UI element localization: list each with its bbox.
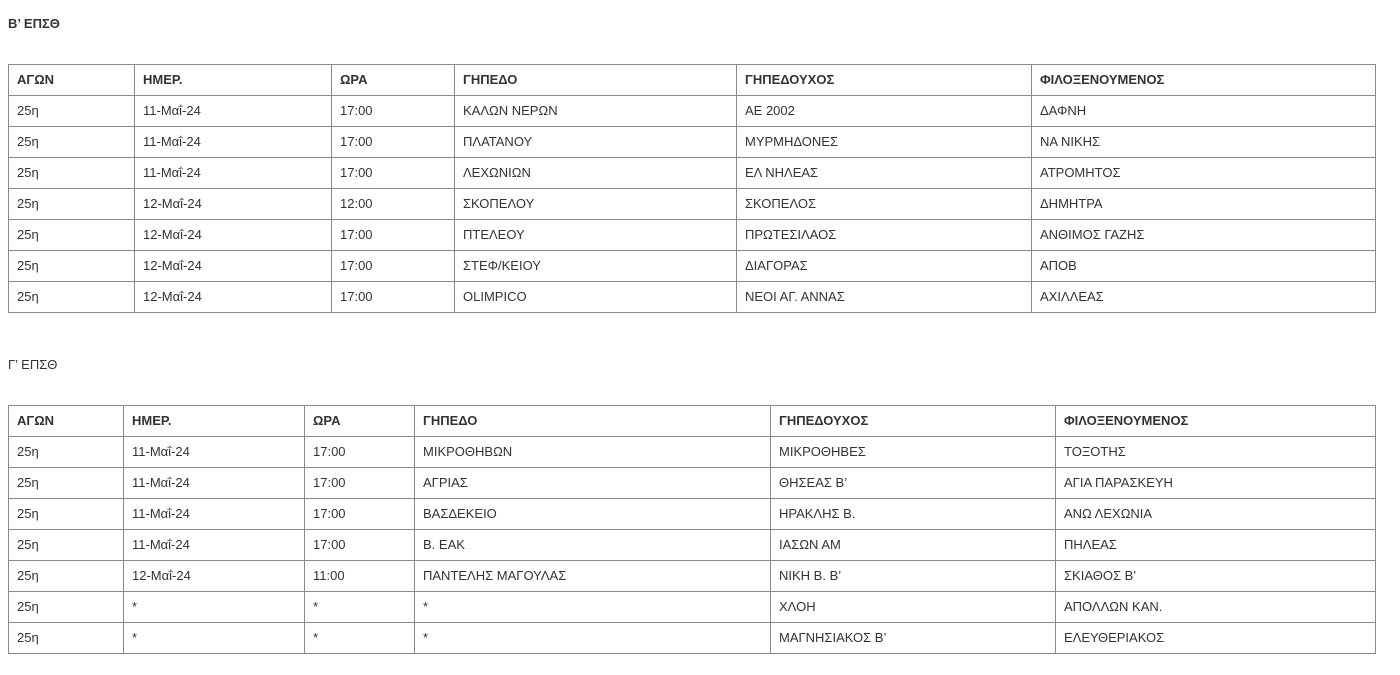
cell-away-team: ΑΠΟΒ <box>1032 251 1376 282</box>
cell-stadium: ΣΚΟΠΕΛΟΥ <box>455 189 737 220</box>
cell-stadium: * <box>415 623 771 654</box>
cell-round: 25η <box>9 468 124 499</box>
cell-stadium: ΒΑΣΔΕΚΕΙΟ <box>415 499 771 530</box>
table-row <box>9 437 1376 468</box>
cell-home-team: ΗΡΑΚΛΗΣ Β. <box>771 499 1056 530</box>
cell-stadium: Β. ΕΑΚ <box>415 530 771 561</box>
cell-time: 17:00 <box>332 96 455 127</box>
cell-round: 25η <box>9 623 124 654</box>
cell-home-team: ΝΙΚΗ Β. Β’ <box>771 561 1056 592</box>
cell-date: 11-Μαΐ-24 <box>124 530 305 561</box>
column-header-date: ΗΜΕΡ. <box>135 65 332 96</box>
cell-date: 12-Μαΐ-24 <box>135 251 332 282</box>
cell-home-team: ΧΛΟΗ <box>771 592 1056 623</box>
cell-stadium: ΠΤΕΛΕΟΥ <box>455 220 737 251</box>
column-header-round: ΑΓΩΝ <box>9 65 135 96</box>
column-header-home-team: ΓΗΠΕΔΟΥΧΟΣ <box>771 406 1056 437</box>
table-row <box>9 592 1376 623</box>
cell-home-team: ΔΙΑΓΟΡΑΣ <box>737 251 1032 282</box>
table-row <box>9 282 1376 313</box>
cell-away-team: ΑΧΙΛΛΕΑΣ <box>1032 282 1376 313</box>
cell-time: 17:00 <box>305 437 415 468</box>
table-row <box>9 561 1376 592</box>
table-row <box>9 220 1376 251</box>
cell-away-team: ΔΗΜΗΤΡΑ <box>1032 189 1376 220</box>
cell-date: 11-Μαΐ-24 <box>124 468 305 499</box>
cell-stadium: ΜΙΚΡΟΘΗΒΩΝ <box>415 437 771 468</box>
cell-stadium: ΣΤΕΦ/ΚΕΙΟΥ <box>455 251 737 282</box>
cell-date: 12-Μαΐ-24 <box>124 561 305 592</box>
cell-time: 12:00 <box>332 189 455 220</box>
cell-time: * <box>305 623 415 654</box>
cell-away-team: ΔΑΦΝΗ <box>1032 96 1376 127</box>
cell-home-team: ΑΕ 2002 <box>737 96 1032 127</box>
table-row <box>9 499 1376 530</box>
cell-stadium: ΠΛΑΤΑΝΟΥ <box>455 127 737 158</box>
cell-round: 25η <box>9 127 135 158</box>
cell-stadium: ΠΑΝΤΕΛΗΣ ΜΑΓΟΥΛΑΣ <box>415 561 771 592</box>
cell-round: 25η <box>9 530 124 561</box>
cell-round: 25η <box>9 96 135 127</box>
table-header-row <box>9 65 1376 96</box>
cell-home-team: ΜΙΚΡΟΘΗΒΕΣ <box>771 437 1056 468</box>
cell-time: 17:00 <box>305 468 415 499</box>
cell-date: 12-Μαΐ-24 <box>135 282 332 313</box>
cell-round: 25η <box>9 561 124 592</box>
table-row <box>9 468 1376 499</box>
column-header-away-team: ΦΙΛΟΞΕΝΟΥΜΕΝΟΣ <box>1032 65 1376 96</box>
cell-away-team: ΝΑ ΝΙΚΗΣ <box>1032 127 1376 158</box>
fixtures-table-g-epsth <box>8 405 1376 654</box>
column-header-date: ΗΜΕΡ. <box>124 406 305 437</box>
cell-round: 25η <box>9 592 124 623</box>
cell-date: 11-Μαΐ-24 <box>135 158 332 189</box>
cell-stadium: ΚΑΛΩΝ ΝΕΡΩΝ <box>455 96 737 127</box>
column-header-stadium: ΓΗΠΕΔΟ <box>455 65 737 96</box>
table-row <box>9 623 1376 654</box>
cell-home-team: ΙΑΣΩΝ ΑΜ <box>771 530 1056 561</box>
cell-date: 11-Μαΐ-24 <box>124 499 305 530</box>
table-header-row <box>9 406 1376 437</box>
table-row <box>9 530 1376 561</box>
cell-round: 25η <box>9 189 135 220</box>
cell-date: 11-Μαΐ-24 <box>124 437 305 468</box>
cell-away-team: ΣΚΙΑΘΟΣ Β’ <box>1056 561 1376 592</box>
cell-home-team: ΜΥΡΜΗΔΟΝΕΣ <box>737 127 1032 158</box>
cell-away-team: ΑΓΙΑ ΠΑΡΑΣΚΕΥΗ <box>1056 468 1376 499</box>
cell-away-team: ΑΠΟΛΛΩΝ ΚΑΝ. <box>1056 592 1376 623</box>
cell-home-team: ΣΚΟΠΕΛΟΣ <box>737 189 1032 220</box>
cell-time: 17:00 <box>332 220 455 251</box>
cell-time: 17:00 <box>332 158 455 189</box>
table-row <box>9 96 1376 127</box>
column-header-stadium: ΓΗΠΕΔΟ <box>415 406 771 437</box>
table-row <box>9 251 1376 282</box>
cell-round: 25η <box>9 499 124 530</box>
cell-stadium: ΛΕΧΩΝΙΩΝ <box>455 158 737 189</box>
fixtures-table-b-epsth <box>8 64 1376 313</box>
cell-round: 25η <box>9 251 135 282</box>
cell-home-team: ΝΕΟΙ ΑΓ. ΑΝΝΑΣ <box>737 282 1032 313</box>
cell-round: 25η <box>9 282 135 313</box>
cell-time: * <box>305 592 415 623</box>
cell-home-team: ΘΗΣΕΑΣ Β’ <box>771 468 1056 499</box>
cell-date: 11-Μαΐ-24 <box>135 127 332 158</box>
cell-away-team: ΤΟΞΟΤΗΣ <box>1056 437 1376 468</box>
cell-home-team: ΜΑΓΝΗΣΙΑΚΟΣ Β’ <box>771 623 1056 654</box>
cell-round: 25η <box>9 437 124 468</box>
cell-away-team: ΑΝΘΙΜΟΣ ΓΑΖΗΣ <box>1032 220 1376 251</box>
cell-away-team: ΠΗΛΕΑΣ <box>1056 530 1376 561</box>
cell-time: 17:00 <box>305 530 415 561</box>
table-row <box>9 158 1376 189</box>
cell-date: * <box>124 623 305 654</box>
section-title-b-epsth: Β’ ΕΠΣΘ <box>8 16 60 31</box>
cell-away-team: ΑΤΡΟΜΗΤΟΣ <box>1032 158 1376 189</box>
column-header-time: ΩΡΑ <box>305 406 415 437</box>
cell-round: 25η <box>9 220 135 251</box>
column-header-time: ΩΡΑ <box>332 65 455 96</box>
column-header-away-team: ΦΙΛΟΞΕΝΟΥΜΕΝΟΣ <box>1056 406 1376 437</box>
section-title-g-epsth: Γ’ ΕΠΣΘ <box>8 357 58 372</box>
cell-time: 17:00 <box>332 127 455 158</box>
column-header-round: ΑΓΩΝ <box>9 406 124 437</box>
cell-away-team: ΑΝΩ ΛΕΧΩΝΙΑ <box>1056 499 1376 530</box>
cell-time: 17:00 <box>305 499 415 530</box>
column-header-home-team: ΓΗΠΕΔΟΥΧΟΣ <box>737 65 1032 96</box>
cell-stadium: ΑΓΡΙΑΣ <box>415 468 771 499</box>
cell-time: 17:00 <box>332 251 455 282</box>
cell-home-team: ΠΡΩΤΕΣΙΛΑΟΣ <box>737 220 1032 251</box>
cell-date: 12-Μαΐ-24 <box>135 189 332 220</box>
cell-time: 17:00 <box>332 282 455 313</box>
cell-round: 25η <box>9 158 135 189</box>
cell-home-team: ΕΛ ΝΗΛΕΑΣ <box>737 158 1032 189</box>
cell-stadium: OLIMPICO <box>455 282 737 313</box>
cell-date: 11-Μαΐ-24 <box>135 96 332 127</box>
table-row <box>9 189 1376 220</box>
cell-time: 11:00 <box>305 561 415 592</box>
cell-away-team: ΕΛΕΥΘΕΡΙΑΚΟΣ <box>1056 623 1376 654</box>
cell-date: 12-Μαΐ-24 <box>135 220 332 251</box>
table-row <box>9 127 1376 158</box>
cell-stadium: * <box>415 592 771 623</box>
cell-date: * <box>124 592 305 623</box>
